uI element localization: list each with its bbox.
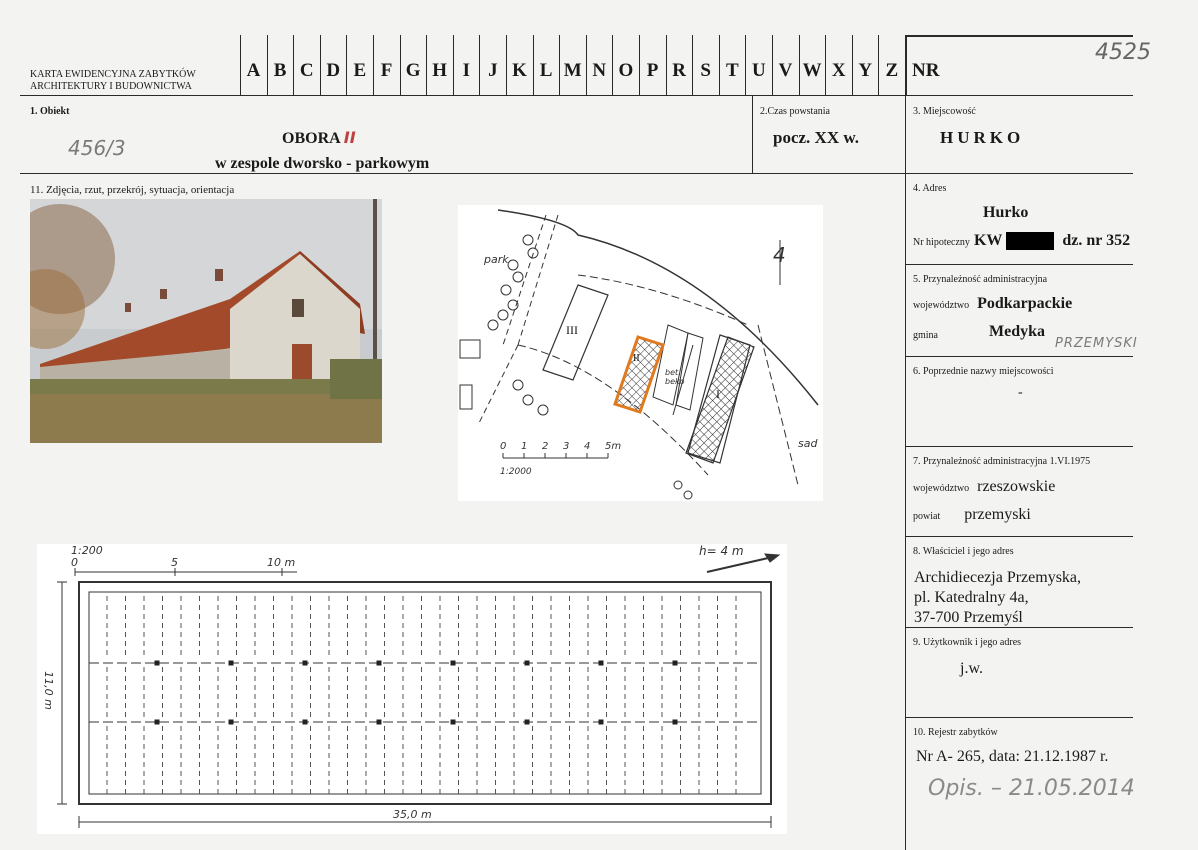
floor-tick-2: 10 m bbox=[267, 556, 296, 569]
przyn1975-label: 7. Przynależność administracyjna 1.VI.1975 bbox=[913, 456, 1091, 467]
letter-y: Y bbox=[858, 60, 873, 81]
site-park-label: park bbox=[484, 253, 509, 266]
letter-divider bbox=[559, 35, 560, 95]
letter-divider bbox=[426, 35, 427, 95]
pillar bbox=[525, 661, 530, 666]
letter-divider bbox=[533, 35, 534, 95]
wlasciciel-line2: pl. Katedralny 4a, bbox=[914, 589, 1029, 606]
letter-j: J bbox=[488, 60, 498, 81]
pillar bbox=[303, 661, 308, 666]
obiekt-roman: II bbox=[343, 128, 356, 147]
adres-town: Hurko bbox=[983, 204, 1029, 221]
pillar bbox=[229, 661, 234, 666]
woj1975-value: rzeszowskie bbox=[977, 478, 1056, 495]
letter-divider bbox=[612, 35, 613, 95]
letter-v: V bbox=[778, 60, 793, 81]
site-scale-ratio: 1:2000 bbox=[500, 467, 532, 477]
rejestr-label: 10. Rejestr zabytków bbox=[913, 727, 998, 738]
letter-n: N bbox=[592, 60, 607, 81]
floor-scale-ratio: 1:200 bbox=[71, 544, 103, 557]
floor-length-label: 35,0 m bbox=[393, 808, 432, 821]
site-roman-1: I bbox=[716, 387, 720, 401]
site-bet-text: bet. bbox=[665, 368, 681, 377]
poprzednie-value: - bbox=[1018, 385, 1023, 400]
site-tick-1: 1 bbox=[521, 441, 528, 452]
pillar bbox=[303, 720, 308, 725]
woj-row bbox=[913, 295, 1072, 313]
letter-a: A bbox=[246, 60, 261, 81]
letter-divider bbox=[373, 35, 374, 95]
letter-k: K bbox=[512, 60, 527, 81]
pillar bbox=[525, 720, 530, 725]
card-title-line1: KARTA EWIDENCYJNA ZABYTKÓW bbox=[30, 69, 196, 80]
letter-divider bbox=[506, 35, 507, 95]
pillar bbox=[673, 720, 678, 725]
site-bet-label bbox=[665, 368, 685, 386]
gmina-label: gmina bbox=[913, 330, 938, 341]
site-plan bbox=[458, 205, 823, 501]
site-tick-5: 5m bbox=[605, 441, 622, 452]
letter-x: X bbox=[831, 60, 846, 81]
letter-divider bbox=[719, 35, 720, 95]
uzytkownik-value: j.w. bbox=[960, 660, 983, 677]
letter-divider bbox=[666, 35, 667, 95]
pillar bbox=[155, 661, 160, 666]
letter-divider bbox=[346, 35, 347, 95]
powiat-label: powiat bbox=[913, 511, 941, 522]
letter-divider bbox=[745, 35, 746, 95]
letter-divider bbox=[852, 35, 853, 95]
floor-plan bbox=[37, 544, 787, 834]
dz-value: dz. nr 352 bbox=[1062, 232, 1131, 249]
letter-u: U bbox=[752, 60, 766, 81]
site-tick-2: 2 bbox=[542, 441, 549, 452]
letter-w: W bbox=[802, 60, 822, 81]
site-beko-text: beko bbox=[665, 377, 685, 386]
letter-divider bbox=[799, 35, 800, 95]
gmina-value: Medyka bbox=[989, 323, 1045, 340]
letter-divider bbox=[267, 35, 268, 95]
site-tick-4: 4 bbox=[584, 441, 591, 452]
letter-divider bbox=[772, 35, 773, 95]
wlasciciel-label: 8. Właściciel i jego adres bbox=[913, 546, 1014, 557]
letter-s: S bbox=[700, 60, 711, 81]
nr-label: NR bbox=[912, 60, 940, 81]
letter-divider bbox=[692, 35, 693, 95]
powiat-row bbox=[913, 506, 1031, 524]
obiekt-name-text: OBORA bbox=[282, 130, 340, 147]
woj1975-row bbox=[913, 478, 1055, 496]
letter-i: I bbox=[462, 60, 470, 81]
floor-tick-1: 5 bbox=[171, 556, 178, 569]
letter-divider bbox=[293, 35, 294, 95]
poprzednie-label: 6. Poprzednie nazwy miejscowości bbox=[913, 366, 1054, 377]
miejscowosc-label: 3. Miejscowość bbox=[913, 106, 976, 117]
woj-label: województwo bbox=[913, 300, 970, 311]
pillar bbox=[451, 720, 456, 725]
pillar bbox=[599, 720, 604, 725]
letter-divider bbox=[400, 35, 401, 95]
letter-e: E bbox=[353, 60, 367, 81]
obiekt-label: 1. Obiekt bbox=[30, 106, 70, 117]
letter-z: Z bbox=[885, 60, 899, 81]
site-north-mark: 4 bbox=[773, 243, 786, 267]
pillar bbox=[377, 661, 382, 666]
woj-value: Podkarpackie bbox=[977, 295, 1073, 312]
site-roman-2: II bbox=[633, 353, 640, 364]
adres-hipoteka bbox=[913, 232, 1130, 250]
site-tick-3: 3 bbox=[563, 441, 570, 452]
letter-b: B bbox=[273, 60, 287, 81]
letter-divider bbox=[825, 35, 826, 95]
wlasciciel-address bbox=[914, 568, 1081, 628]
letter-p: P bbox=[646, 60, 659, 81]
card-title-line2: ARCHITEKTURY I BUDOWNICTWA bbox=[30, 81, 192, 92]
letter-divider bbox=[878, 35, 879, 95]
pillar bbox=[377, 720, 382, 725]
letter-divider bbox=[320, 35, 321, 95]
obiekt-handwritten-number: 456/3 bbox=[68, 136, 126, 160]
pillar bbox=[451, 661, 456, 666]
letter-o: O bbox=[618, 60, 634, 81]
przynaleznosc-label: 5. Przynależność administracyjna bbox=[913, 274, 1048, 285]
letter-c: C bbox=[299, 60, 314, 81]
letter-f: F bbox=[380, 60, 393, 81]
letter-t: T bbox=[725, 60, 739, 81]
woj1975-label: województwo bbox=[913, 483, 970, 494]
letter-h: H bbox=[432, 60, 448, 81]
floor-tick-0: 0 bbox=[71, 556, 78, 569]
nr-handwritten: 4525 bbox=[1095, 40, 1151, 65]
letter-l: L bbox=[539, 60, 553, 81]
pillar bbox=[155, 720, 160, 725]
czas-label: 2.Czas powstania bbox=[760, 106, 830, 117]
zdjecia-label: 11. Zdjęcia, rzut, przekrój, sytuacja, orientacja bbox=[30, 184, 235, 196]
miejscowosc-value: HURKO bbox=[940, 128, 1025, 147]
obiekt-subtitle: w zespole dworsko - parkowym bbox=[215, 155, 430, 172]
letter-divider bbox=[240, 35, 241, 95]
site-tick-0: 0 bbox=[500, 441, 507, 452]
letter-divider bbox=[586, 35, 587, 95]
powiat-value: przemyski bbox=[964, 506, 1031, 523]
wlasciciel-line3: 37-700 Przemyśl bbox=[914, 609, 1023, 626]
gmina-handwritten: PRZEMYSKI bbox=[1055, 336, 1138, 351]
letter-divider bbox=[479, 35, 480, 95]
pillar bbox=[229, 720, 234, 725]
wlasciciel-line1: Archidiecezja Przemyska, bbox=[914, 569, 1082, 586]
pillar bbox=[673, 661, 678, 666]
rejestr-handwritten-note: Opis. – 21.05.2014 bbox=[928, 776, 1135, 801]
obiekt-name bbox=[282, 128, 356, 148]
letter-g: G bbox=[405, 60, 421, 81]
pillar bbox=[599, 661, 604, 666]
letter-divider bbox=[453, 35, 454, 95]
floor-height-label: h= 4 m bbox=[699, 544, 744, 558]
letter-m: M bbox=[563, 60, 582, 81]
site-roman-3: III bbox=[566, 323, 578, 337]
letter-d: D bbox=[326, 60, 341, 81]
redaction-box bbox=[1006, 232, 1054, 250]
card-title bbox=[30, 69, 196, 93]
letter-divider bbox=[639, 35, 640, 95]
site-sad-label: sad bbox=[798, 437, 818, 450]
building-photo bbox=[30, 199, 382, 443]
adres-label: 4. Adres bbox=[913, 183, 947, 194]
floor-width-label: 11,0 m bbox=[41, 671, 55, 710]
letter-r: R bbox=[672, 60, 686, 81]
rejestr-value: Nr A- 265, data: 21.12.1987 r. bbox=[916, 748, 1109, 765]
hipoteka-label: Nr hipoteczny bbox=[913, 237, 970, 248]
czas-value: pocz. XX w. bbox=[773, 128, 859, 147]
uzytkownik-label: 9. Użytkownik i jego adres bbox=[913, 637, 1022, 648]
kw-label: KW bbox=[973, 232, 1003, 249]
